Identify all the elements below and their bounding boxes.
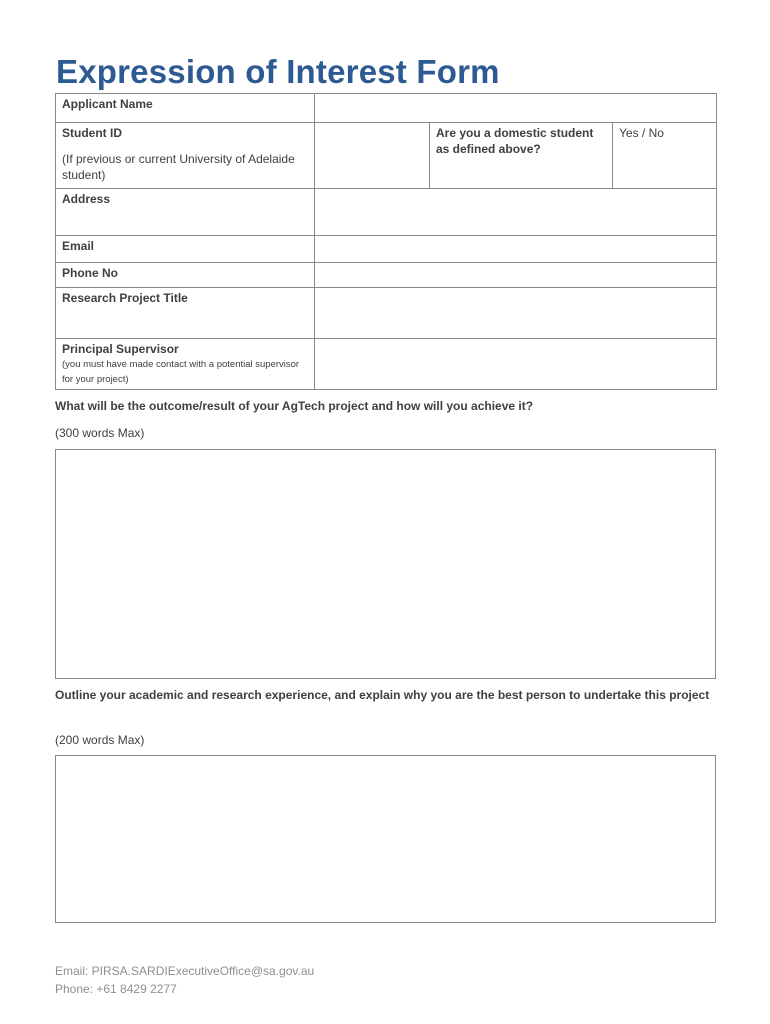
email-field[interactable] bbox=[315, 236, 717, 263]
row-student-id bbox=[56, 123, 717, 189]
student-id-label: Student ID bbox=[62, 126, 122, 140]
domestic-student-field[interactable] bbox=[613, 123, 717, 189]
row-project-title bbox=[56, 288, 717, 339]
project-title-field[interactable] bbox=[315, 288, 717, 339]
form-title: Expression of Interest Form bbox=[56, 53, 500, 90]
student-id-note: (If previous or current University of Adelaide student) bbox=[62, 152, 295, 182]
project-title-label: Research Project Title bbox=[62, 291, 188, 305]
student-id-field[interactable] bbox=[315, 123, 430, 189]
experience-answer-box[interactable] bbox=[55, 755, 716, 923]
row-phone bbox=[56, 263, 717, 288]
outcome-answer-box[interactable] bbox=[55, 449, 716, 679]
question-experience: Outline your academic and research experience, and explain why you are the best person to undertake this project bbox=[55, 688, 710, 702]
footer-email: Email: PIRSA.SARDIExecutiveOffice@sa.gov.au bbox=[55, 964, 315, 978]
applicant-name-label: Applicant Name bbox=[62, 97, 153, 111]
question-experience-limit: (200 words Max) bbox=[55, 733, 145, 747]
applicant-details-table bbox=[55, 93, 717, 390]
address-label: Address bbox=[62, 192, 111, 206]
supervisor-field[interactable] bbox=[315, 339, 717, 390]
row-address bbox=[56, 189, 717, 236]
footer-phone: Phone: +61 8429 2277 bbox=[55, 982, 177, 996]
phone-label: Phone No bbox=[62, 266, 118, 280]
question-outcome-limit: (300 words Max) bbox=[55, 426, 145, 440]
email-label: Email bbox=[62, 239, 95, 253]
row-supervisor bbox=[56, 339, 717, 390]
supervisor-note: (you must have made contact with a potential supervisor for your project) bbox=[62, 359, 300, 385]
row-email bbox=[56, 236, 717, 263]
row-applicant-name bbox=[56, 94, 717, 123]
question-outcome: What will be the outcome/result of your AgTech project and how will you achieve it? bbox=[55, 399, 534, 413]
domestic-student-label: Are you a domestic student as defined above? bbox=[436, 126, 594, 156]
address-field[interactable] bbox=[315, 189, 717, 236]
supervisor-label: Principal Supervisor bbox=[62, 342, 179, 356]
domestic-options: Yes / No bbox=[619, 126, 664, 140]
applicant-name-field[interactable] bbox=[315, 94, 717, 123]
phone-field[interactable] bbox=[315, 263, 717, 288]
